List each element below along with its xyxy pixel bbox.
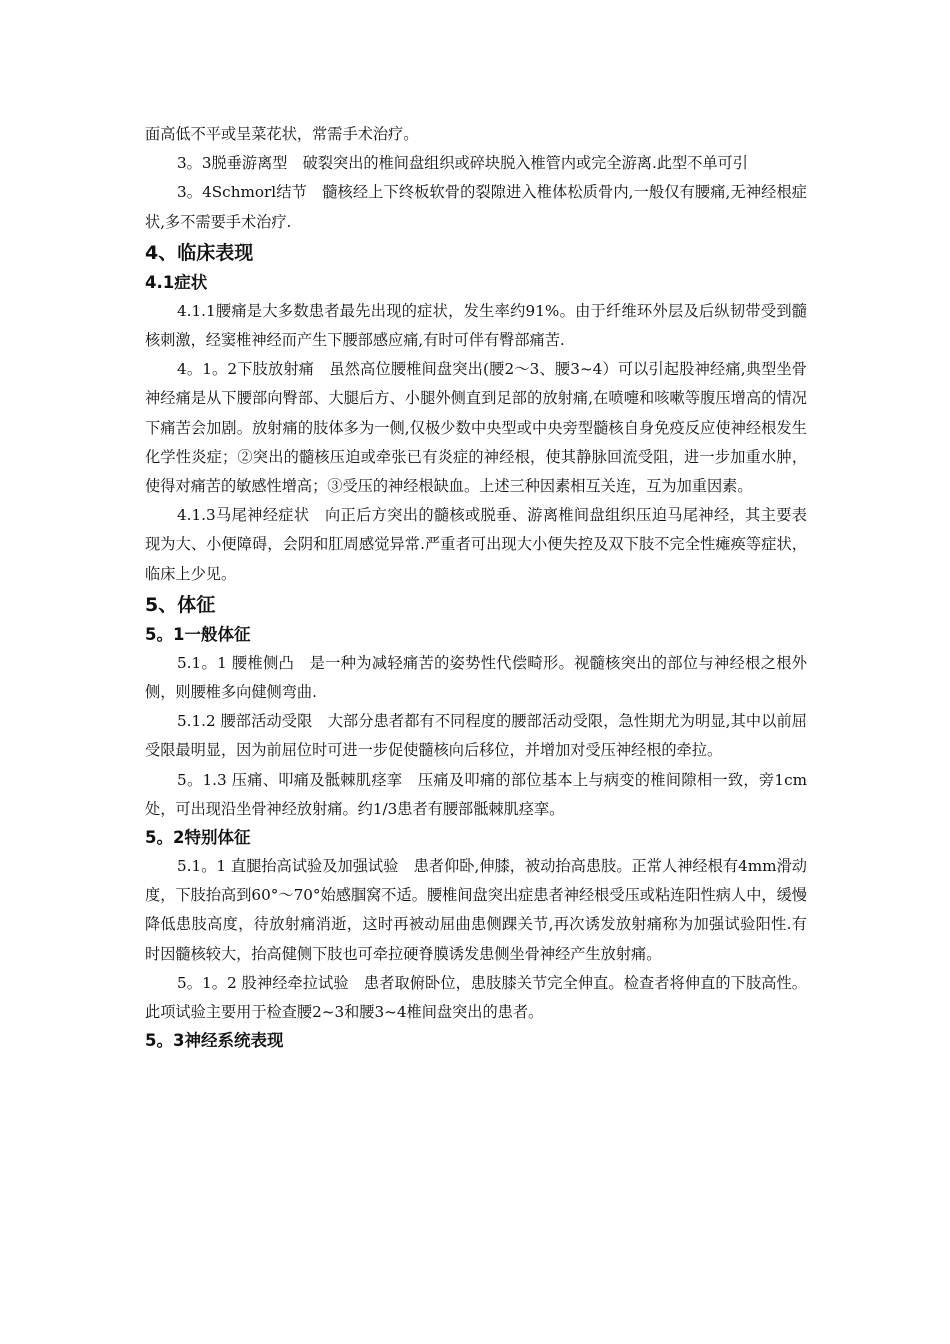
paragraph: 4.1.3马尾神经症状 向正后方突出的髓核或脱垂、游离椎间盘组织压迫马尾神经，其主要表现为大、小便障碍，会阴和肛周感觉异常.严重者可出现大小便失控及双下肢不完全性瘫痪等症状，临床上少见。 <box>145 506 807 583</box>
paragraph: 面高低不平或呈菜花状，常需手术治疗。 <box>145 125 419 143</box>
section-heading: 4、临床表现 <box>145 241 254 264</box>
subsection-heading: 4.1症状 <box>145 272 208 292</box>
paragraph: 5.1。1 腰椎侧凸 是一种为减轻痛苦的姿势性代偿畸形。视髓核突出的部位与神经根之根外侧，则腰椎多向健侧弯曲. <box>145 653 807 702</box>
paragraph: 4.1.1腰痛是大多数患者最先出现的症状，发生率约91%。由于纤维环外层及后纵韧带受到髓核刺激，经窦椎神经而产生下腰部感应痛,有时可伴有臀部痛苦. <box>145 301 807 350</box>
paragraph: 5。1.3 压痛、叩痛及骶棘肌痉挛 压痛及叩痛的部位基本上与病变的椎间隙相一致，旁1cm处，可出现沿坐骨神经放射痛。约1/3患者有腰部骶棘肌痉挛。 <box>145 770 807 818</box>
subsection-heading: 5。2特别体征 <box>145 828 251 848</box>
paragraph: 5。1。2 股神经牵拉试验 患者取俯卧位，患肢膝关节完全伸直。检查者将伸直的下肢高性。此项试验主要用于检查腰2~3和腰3~4椎间盘突出的患者。 <box>145 973 807 1022</box>
paragraph: 5.1。1 直腿抬高试验及加强试验 患者仰卧,伸膝，被动抬高患肢。正常人神经根有4mm滑动度，下肢抬高到60°～70°始感腘窝不适。腰椎间盘突出症患者神经根受压或粘连阳性病人中，缓慢降低患肢高度，待放射痛消逝，这时再被动屈曲患侧踝关节,再次诱发放射痛称为加强试验阳性.有时因髓核较大，抬高健侧下肢也可牵拉硬脊膜诱发患侧坐骨神经产生放射痛。 <box>145 857 807 963</box>
paragraph: 4。1。2下肢放射痛 虽然高位腰椎间盘突出(腰2～3、腰3~4）可以引起股神经痛,典型坐骨神经痛是从下腰部向臀部、大腿后方、小腿外侧直到足部的放射痛,在喷嚏和咳嗽等腹压增高的情况下痛苦会加剧。放射痛的肢体多为一侧,仅极少数中央型或中央旁型髓核自身免疫反应使神经根发生化学性炎症；②突出的髓核压迫或牵张已有炎症的神经根，使其静脉回流受阻，进一步加重水肿，使得对痛苦的敏感性增高；③受压的神经根缺血。上述三种因素相互关连，互为加重因素。 <box>145 360 807 496</box>
paragraph: 3。3脱垂游离型 破裂突出的椎间盘组织或碎块脱入椎管内或完全游离.此型不单可引 <box>177 154 748 173</box>
paragraph: 3。4Schmorl结节 髓核经上下终板软骨的裂隙进入椎体松质骨内,一般仅有腰痛,无神经根症状,多不需要手术治疗. <box>145 183 807 231</box>
paragraph: 5.1.2 腰部活动受限 大部分患者都有不同程度的腰部活动受限，急性期尤为明显,其中以前屈受限最明显，因为前屈位时可进一步促使髓核向后移位，并增加对受压神经根的牵拉。 <box>145 712 807 760</box>
section-heading: 5、体征 <box>145 593 216 616</box>
document-body <box>145 120 807 1055</box>
subsection-heading: 5。3神经系统表现 <box>145 1031 284 1051</box>
subsection-heading: 5。1一般体征 <box>145 624 251 644</box>
